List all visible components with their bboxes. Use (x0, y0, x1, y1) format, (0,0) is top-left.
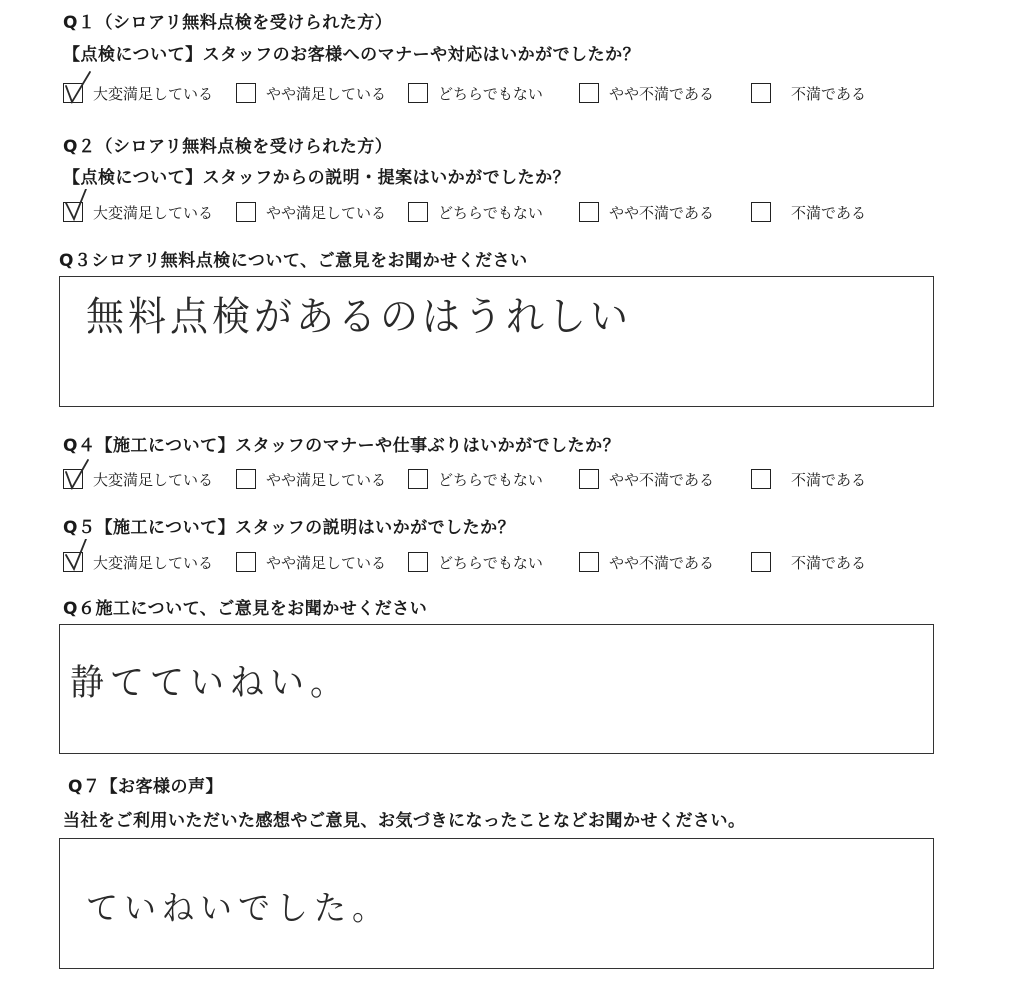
option-label: やや満足している (266, 203, 387, 222)
q7-answer-text: ていねいでした。 (86, 888, 391, 929)
q7-question: 当社をご利用いただいた感想やご意見、お気づきになったことなどお聞かせください。 (63, 811, 746, 831)
q5-option-2[interactable] (236, 549, 386, 575)
q3-answer-text: 無料点検があるのはうれしい (86, 293, 633, 340)
q1-option-1[interactable] (63, 80, 213, 106)
q1-option-5[interactable] (751, 80, 866, 106)
q4-option-5[interactable] (751, 466, 866, 492)
q4-option-4[interactable] (579, 466, 714, 492)
q4-option-2[interactable] (236, 466, 386, 492)
option-label: どちらでもない (438, 203, 543, 222)
q6-title: Q６施工について、ご意見をお聞かせください (63, 599, 428, 619)
checkbox[interactable] (236, 469, 256, 489)
checkbox[interactable] (63, 552, 83, 572)
checkbox[interactable] (579, 83, 599, 103)
q2-option-2[interactable] (236, 199, 386, 225)
check-mark-icon (60, 539, 94, 575)
q2-option-5[interactable] (751, 199, 866, 225)
q5-options (63, 549, 883, 575)
q4-option-3[interactable] (408, 466, 543, 492)
option-label: やや満足している (266, 553, 387, 572)
q1-options (63, 80, 883, 106)
q2-option-3[interactable] (408, 199, 543, 225)
option-label: 大変満足している (93, 553, 214, 572)
q7-title: Q７【お客様の声】 (68, 777, 223, 797)
q6-answer-box[interactable] (59, 624, 934, 754)
option-label: やや不満である (609, 553, 715, 572)
checkbox[interactable] (236, 202, 256, 222)
q5-title: Q５【施工について】スタッフの説明はいかがでしたか？ (63, 518, 516, 538)
q5-option-4[interactable] (579, 549, 714, 575)
option-label: やや満足している (266, 470, 387, 489)
q3-answer-box[interactable] (59, 276, 934, 407)
checkbox[interactable] (751, 552, 771, 572)
checkbox[interactable] (751, 202, 771, 222)
q2-options (63, 199, 883, 225)
q3-title: Q３シロアリ無料点検について、ご意見をお聞かせください (59, 251, 528, 271)
checkbox[interactable] (751, 469, 771, 489)
q1-title: Q１（シロアリ無料点検を受けられた方） (63, 13, 393, 33)
checkbox[interactable] (408, 552, 428, 572)
checkbox[interactable] (63, 469, 83, 489)
q5-option-3[interactable] (408, 549, 543, 575)
option-label: やや満足している (266, 84, 387, 103)
q2-option-1[interactable] (63, 199, 213, 225)
check-mark-icon (60, 189, 94, 225)
check-mark-icon (60, 456, 94, 492)
q4-title: Q４【施工について】スタッフのマナーや仕事ぶりはいかがでしたか？ (63, 436, 621, 456)
option-label: どちらでもない (438, 553, 543, 572)
option-label: 不満である (791, 84, 867, 103)
q1-option-3[interactable] (408, 80, 543, 106)
checkbox[interactable] (579, 469, 599, 489)
q5-option-5[interactable] (751, 549, 866, 575)
checkbox[interactable] (408, 202, 428, 222)
option-label: 不満である (791, 553, 867, 572)
option-label: 不満である (791, 203, 867, 222)
q6-answer-text: 静てていねい。 (70, 662, 350, 705)
checkbox[interactable] (236, 83, 256, 103)
checkbox[interactable] (236, 552, 256, 572)
option-label: やや不満である (609, 203, 715, 222)
q2-question: 【点検について】スタッフからの説明・提案はいかがでしたか？ (63, 168, 571, 188)
q2-title: Q２（シロアリ無料点検を受けられた方） (63, 137, 393, 157)
check-mark-icon (60, 70, 94, 106)
checkbox[interactable] (63, 202, 83, 222)
option-label: やや不満である (609, 470, 715, 489)
q1-question: 【点検について】スタッフのお客様へのマナーや対応はいかがでしたか？ (63, 45, 641, 65)
option-label: どちらでもない (438, 470, 543, 489)
q4-option-1[interactable] (63, 466, 213, 492)
checkbox[interactable] (579, 202, 599, 222)
checkbox[interactable] (63, 83, 83, 103)
q7-answer-box[interactable] (59, 838, 934, 969)
q1-option-4[interactable] (579, 80, 714, 106)
q4-options (63, 466, 883, 492)
q5-option-1[interactable] (63, 549, 213, 575)
option-label: 大変満足している (93, 84, 214, 103)
option-label: 不満である (791, 470, 867, 489)
checkbox[interactable] (751, 83, 771, 103)
checkbox[interactable] (579, 552, 599, 572)
option-label: やや不満である (609, 84, 715, 103)
checkbox[interactable] (408, 469, 428, 489)
checkbox[interactable] (408, 83, 428, 103)
q2-option-4[interactable] (579, 199, 714, 225)
q1-option-2[interactable] (236, 80, 386, 106)
option-label: 大変満足している (93, 470, 214, 489)
option-label: 大変満足している (93, 203, 214, 222)
option-label: どちらでもない (438, 84, 543, 103)
